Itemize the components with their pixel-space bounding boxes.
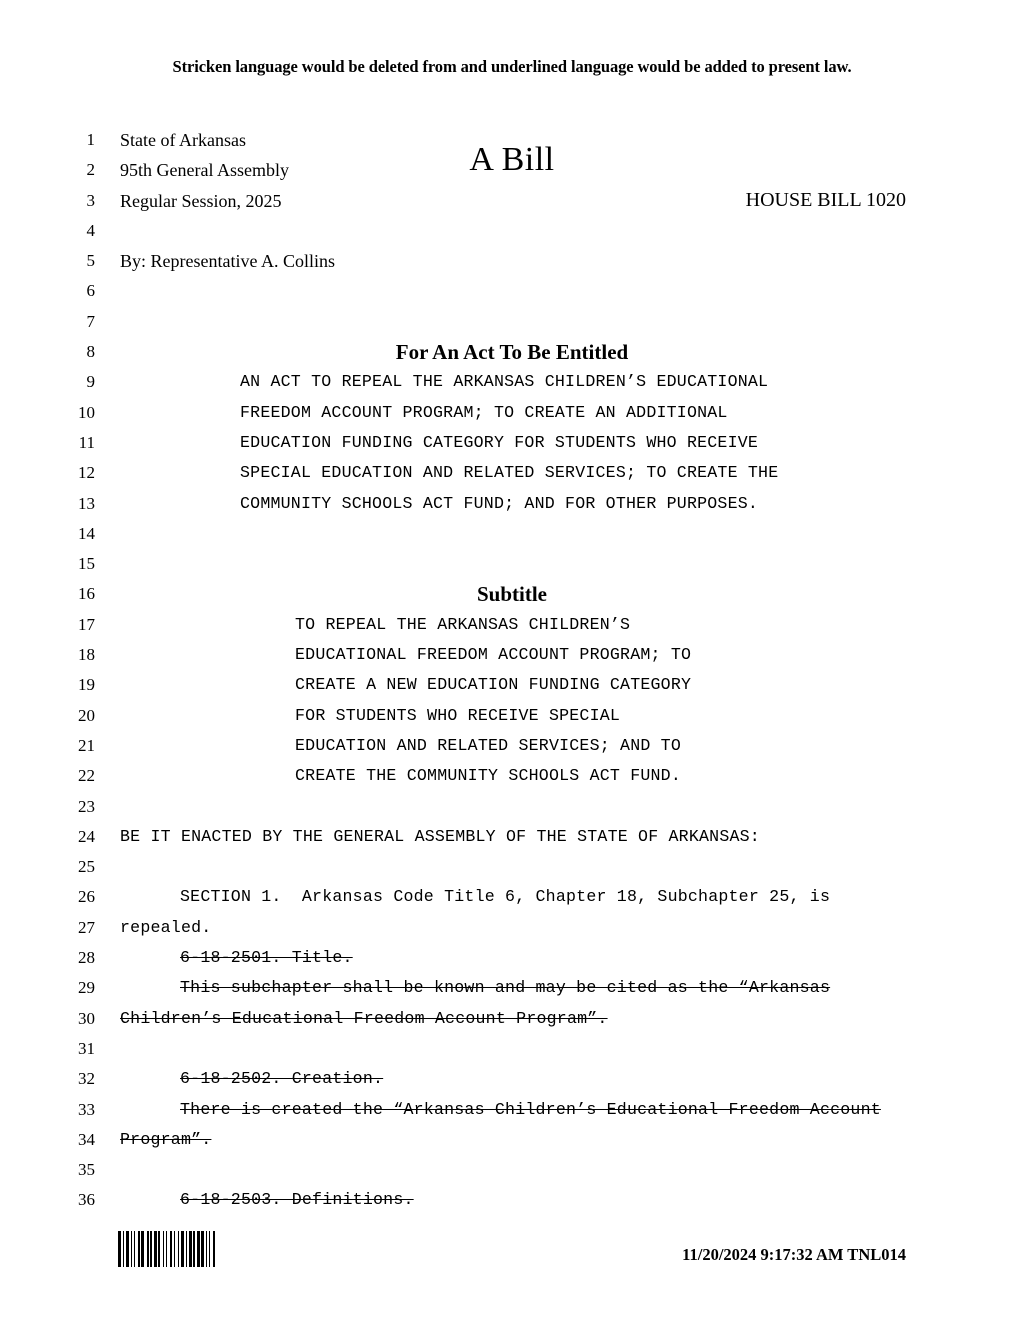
bill-line <box>0 1155 1024 1185</box>
bill-line <box>0 1095 1024 1125</box>
line-number: 9 <box>86 372 95 392</box>
bill-line-text-stricken: Children’s Educational Freedom Account Program”. <box>120 1008 608 1028</box>
line-number: 24 <box>78 826 95 846</box>
a-bill-heading: A Bill <box>469 141 555 178</box>
bill-line <box>0 186 1024 216</box>
bill-line-text: SECTION 1. Arkansas Code Title 6, Chapter 18, Subchapter 25, is <box>180 887 831 907</box>
bill-line <box>0 579 1024 609</box>
bill-line <box>0 155 1024 185</box>
line-number: 11 <box>78 432 95 452</box>
bill-line <box>0 246 1024 276</box>
bill-line-text-stricken: 6-18-2503. Definitions. <box>180 1190 414 1210</box>
bill-line <box>0 458 1024 488</box>
bill-line-text: By: Representative A. Collins <box>120 251 335 272</box>
line-number: 10 <box>78 402 95 422</box>
bill-line <box>0 913 1024 943</box>
bill-line-text-stricken: There is created the “Arkansas Children’s Educational Freedom Account <box>180 1099 881 1119</box>
bill-line <box>0 882 1024 912</box>
bill-line <box>0 973 1024 1003</box>
line-number: 18 <box>78 645 95 665</box>
bill-line-text: CREATE A NEW EDUCATION FUNDING CATEGORY <box>295 675 692 695</box>
bill-line <box>0 640 1024 670</box>
bill-line-text-stricken: Program”. <box>120 1129 212 1149</box>
bill-line-text <box>120 276 1024 306</box>
bill-line <box>0 670 1024 700</box>
footer-timestamp: 11/20/2024 9:17:32 AM TNL014 <box>682 1245 906 1264</box>
bill-line-text <box>120 307 1024 337</box>
line-number: 8 <box>86 342 95 362</box>
bill-line <box>0 398 1024 428</box>
bill-line-text: AN ACT TO REPEAL THE ARKANSAS CHILDREN’S EDUCATIONAL <box>240 372 769 392</box>
bill-line <box>0 367 1024 397</box>
bill-number: HOUSE BILL 1020 <box>745 189 906 211</box>
bill-line-text <box>240 519 1024 549</box>
bill-line-text: EDUCATION FUNDING CATEGORY FOR STUDENTS WHO RECEIVE <box>240 432 759 452</box>
bill-line <box>0 792 1024 822</box>
line-number: 4 <box>86 220 95 240</box>
bill-line <box>0 307 1024 337</box>
bill-line-text: FOR STUDENTS WHO RECEIVE SPECIAL <box>295 705 621 725</box>
line-number: 25 <box>78 857 95 877</box>
bill-line <box>0 943 1024 973</box>
bill-line-text: 95th General Assembly <box>120 160 289 181</box>
line-number: 28 <box>78 948 95 968</box>
bill-line <box>0 1034 1024 1064</box>
line-number: 3 <box>86 190 95 210</box>
bill-line <box>0 549 1024 579</box>
bill-line-text: BE IT ENACTED BY THE GENERAL ASSEMBLY OF THE STATE OF ARKANSAS: <box>120 826 760 846</box>
line-number: 22 <box>78 766 95 786</box>
line-number: 34 <box>78 1129 95 1149</box>
bill-line-text: CREATE THE COMMUNITY SCHOOLS ACT FUND. <box>295 766 681 786</box>
bill-line-text: FREEDOM ACCOUNT PROGRAM; TO CREATE AN ADDITIONAL <box>240 402 728 422</box>
bill-line-text-stricken: This subchapter shall be known and may be cited as the “Arkansas <box>180 978 831 998</box>
bill-line-text: repealed. <box>120 917 212 937</box>
bill-line-text: COMMUNITY SCHOOLS ACT FUND; AND FOR OTHER PURPOSES. <box>240 493 759 513</box>
line-number: 6 <box>86 281 95 301</box>
bill-line <box>0 337 1024 367</box>
line-number: 17 <box>78 614 95 634</box>
line-number: 33 <box>78 1099 95 1119</box>
line-number: 7 <box>86 311 95 331</box>
line-number: 20 <box>78 705 95 725</box>
bill-line <box>0 1185 1024 1215</box>
bill-line-text <box>120 852 1024 882</box>
line-number: 26 <box>78 887 95 907</box>
bill-line <box>0 1004 1024 1034</box>
line-number: 35 <box>78 1160 95 1180</box>
line-number: 13 <box>78 493 95 513</box>
bill-line-text: For An Act To Be Entitled <box>395 340 629 365</box>
bill-line <box>0 1064 1024 1094</box>
bill-line-text-stricken: 6-18-2502. Creation. <box>180 1069 384 1089</box>
bill-line <box>0 761 1024 791</box>
bill-line-text <box>120 216 1024 246</box>
bill-line <box>0 731 1024 761</box>
line-number: 16 <box>78 584 95 604</box>
numbered-line-grid <box>0 125 1024 1216</box>
line-number: 31 <box>78 1038 95 1058</box>
bill-line-text: SPECIAL EDUCATION AND RELATED SERVICES; TO CREATE THE <box>240 463 779 483</box>
bill-line <box>0 519 1024 549</box>
line-number: 12 <box>78 463 95 483</box>
bill-line-text <box>120 792 1024 822</box>
bill-line <box>0 216 1024 246</box>
line-number: 23 <box>78 796 95 816</box>
line-number: 5 <box>86 251 95 271</box>
line-number: 27 <box>78 917 95 937</box>
bill-line <box>0 1125 1024 1155</box>
line-number: 21 <box>78 735 95 755</box>
bill-line-text <box>240 549 1024 579</box>
bill-line <box>0 610 1024 640</box>
line-number: 30 <box>78 1008 95 1028</box>
bill-line-text-stricken: 6-18-2501. Title. <box>180 948 353 968</box>
line-number: 36 <box>78 1190 95 1210</box>
line-number: 1 <box>86 130 95 149</box>
bill-line <box>0 822 1024 852</box>
bill-line <box>0 489 1024 519</box>
stricken-language-notice: Stricken language would be deleted from and underlined language would be added to present law. <box>172 57 852 76</box>
line-number: 15 <box>78 554 95 574</box>
line-number: 14 <box>78 523 95 543</box>
bill-line-text: EDUCATIONAL FREEDOM ACCOUNT PROGRAM; TO <box>295 645 692 665</box>
bill-line <box>0 276 1024 306</box>
line-number: 29 <box>78 978 95 998</box>
bill-line-text <box>120 1034 1024 1064</box>
bill-line-text <box>120 1155 1024 1185</box>
bill-line <box>0 852 1024 882</box>
bill-line <box>0 701 1024 731</box>
line-number: 32 <box>78 1069 95 1089</box>
bill-line-text: EDUCATION AND RELATED SERVICES; AND TO <box>295 735 681 755</box>
bill-line-text: State of Arkansas <box>120 130 246 150</box>
bill-line-text: Regular Session, 2025 <box>120 190 282 211</box>
bill-line-text: Subtitle <box>476 582 547 607</box>
line-number: 2 <box>86 160 95 180</box>
line-number: 19 <box>78 675 95 695</box>
bill-line <box>0 125 1024 155</box>
bill-line <box>0 428 1024 458</box>
bill-line-text: TO REPEAL THE ARKANSAS CHILDREN’S <box>295 614 631 634</box>
